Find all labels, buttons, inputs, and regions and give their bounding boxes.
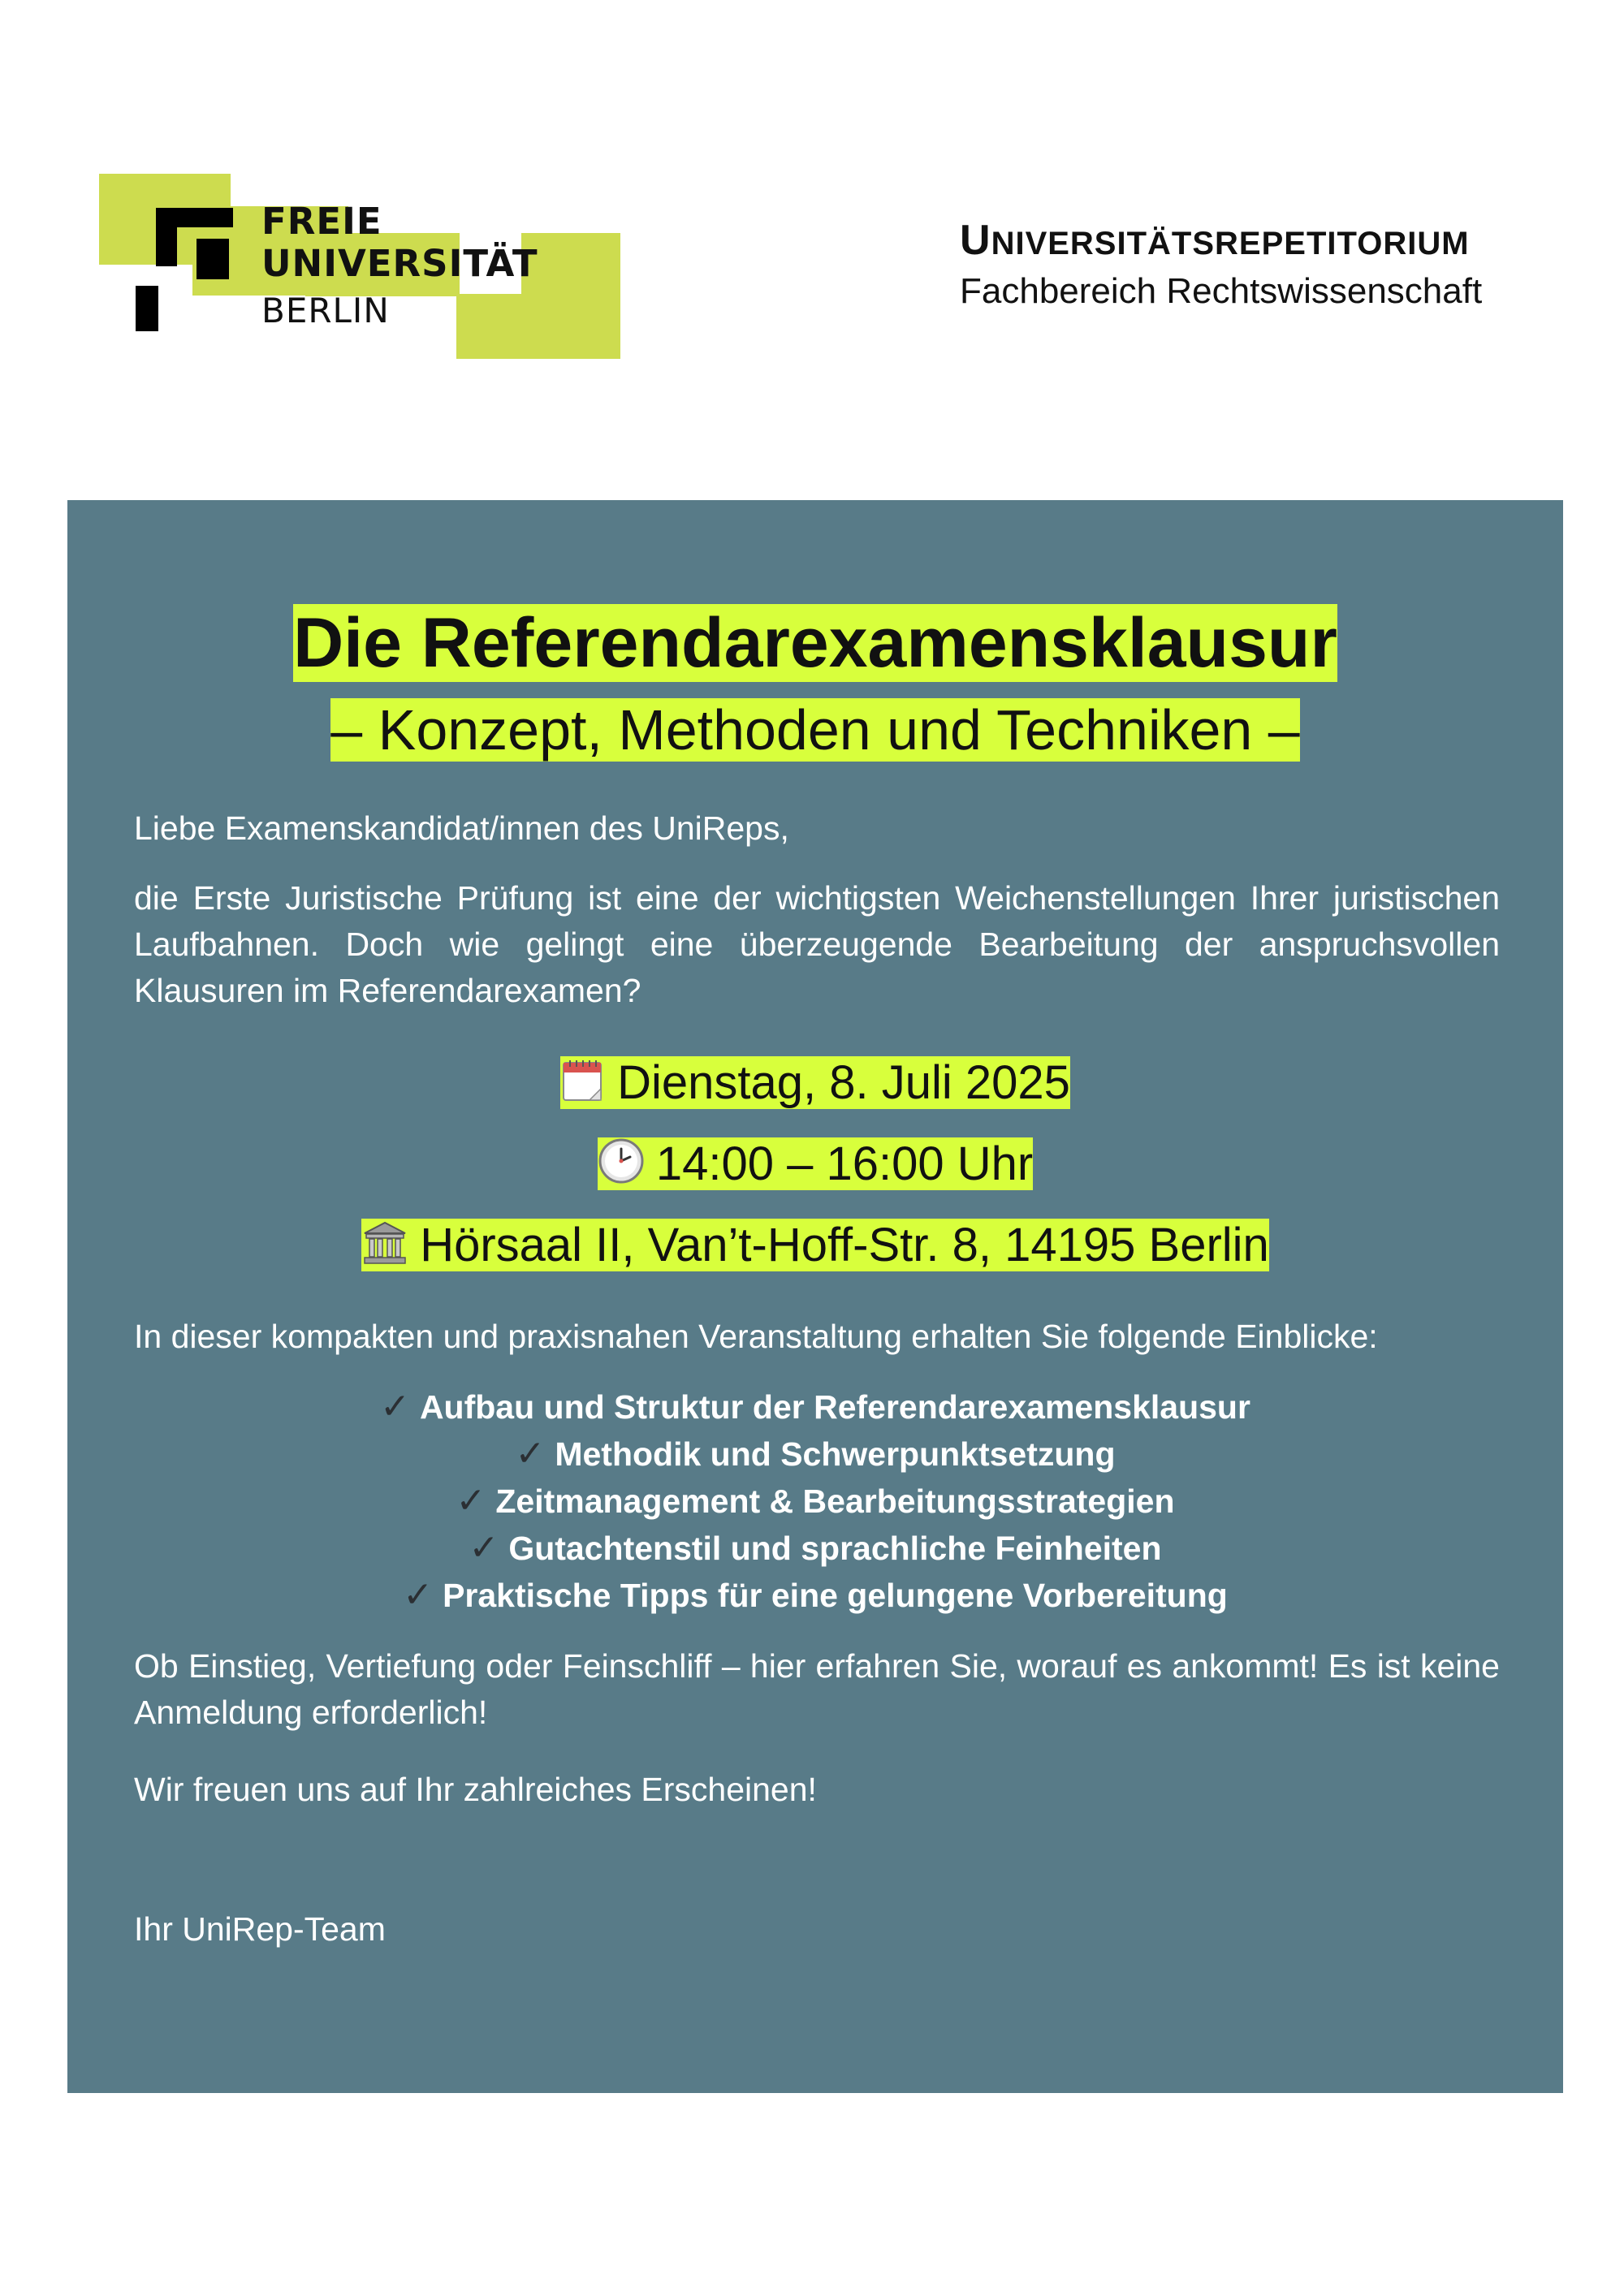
topic-label: Methodik und Schwerpunktsetzung — [555, 1435, 1116, 1473]
event-time-row — [67, 1133, 1563, 1199]
event-location-highlight — [361, 1219, 1269, 1271]
list-item — [67, 1431, 1563, 1478]
checkmark-icon: ✓ — [515, 1434, 546, 1474]
checkmark-icon: ✓ — [469, 1528, 499, 1568]
invitation-text: Wir freuen uns auf Ihr zahlreiches Erscheinen! — [134, 1771, 817, 1808]
event-panel — [67, 500, 1563, 2093]
list-item — [67, 1383, 1563, 1431]
department-name-initial: U — [960, 217, 991, 264]
topic-label: Praktische Tipps für eine gelungene Vorbereitung — [443, 1577, 1228, 1614]
checkmark-icon: ✓ — [380, 1387, 410, 1426]
department-name-rest: NIVERSITÄTSREPETITORIUM — [991, 226, 1470, 261]
logo-word-universitaet: UNIVERSITÄT — [261, 242, 538, 285]
event-subtitle: – Konzept, Methoden und Techniken – — [330, 698, 1300, 762]
event-time: 14:00 – 16:00 Uhr — [655, 1137, 1034, 1190]
event-location: Hörsaal II, Van’t-Hoff-Str. 8, 14195 Berlin — [420, 1219, 1269, 1271]
greeting: Liebe Examenskandidat/innen des UniReps, — [134, 809, 789, 847]
checkmark-icon: ✓ — [456, 1481, 486, 1521]
signature: Ihr UniRep-Team — [134, 1910, 386, 1948]
fu-berlin-logo — [99, 172, 627, 367]
event-title-wrap — [67, 604, 1563, 682]
checkmark-icon: ✓ — [403, 1575, 434, 1615]
calendar-icon — [560, 1057, 606, 1118]
faculty-name: Fachbereich Rechtswissenschaft — [960, 271, 1483, 311]
list-item — [67, 1572, 1563, 1619]
logo-word-freie: FREIE — [261, 200, 382, 243]
event-date: Dienstag, 8. Juli 2025 — [617, 1056, 1070, 1109]
clock-icon — [598, 1137, 645, 1199]
topic-label: Aufbau und Struktur der Referendarexamensklausur — [419, 1388, 1250, 1426]
event-date-highlight — [560, 1056, 1070, 1109]
event-date-row — [67, 1052, 1563, 1118]
logo-word-berlin: BERLIN — [261, 291, 390, 330]
closing-paragraph: Ob Einstieg, Vertiefung oder Feinschliff – hier erfahren Sie, worauf es ankommt! Es ist keine Anmeldung erforderlich! — [134, 1647, 1500, 1731]
topic-label: Zeitmanagement & Bearbeitungsstrategien — [495, 1482, 1175, 1520]
topic-label: Gutachtenstil und sprachliche Feinheiten — [508, 1530, 1162, 1567]
topics-list — [67, 1383, 1563, 1619]
building-icon — [361, 1219, 408, 1280]
event-subtitle-wrap — [67, 698, 1563, 762]
topics-lead: In dieser kompakten und praxisnahen Veranstaltung erhalten Sie folgende Einblicke: — [134, 1318, 1378, 1355]
department-header — [960, 216, 1561, 312]
event-title: Die Referendarexamensklausur — [293, 604, 1337, 682]
event-time-highlight — [598, 1137, 1033, 1190]
intro-paragraph: die Erste Juristische Prüfung ist eine der wichtigsten Weichenstellungen Ihrer juristischen Laufbahnen. Doch wie gelingt eine überzeugende Bearbeitung der anspruchsvollen Klausuren im Referendarexamen? — [134, 879, 1500, 1009]
department-name — [960, 216, 1561, 265]
list-item — [67, 1478, 1563, 1525]
event-location-row — [67, 1215, 1563, 1280]
list-item — [67, 1525, 1563, 1572]
